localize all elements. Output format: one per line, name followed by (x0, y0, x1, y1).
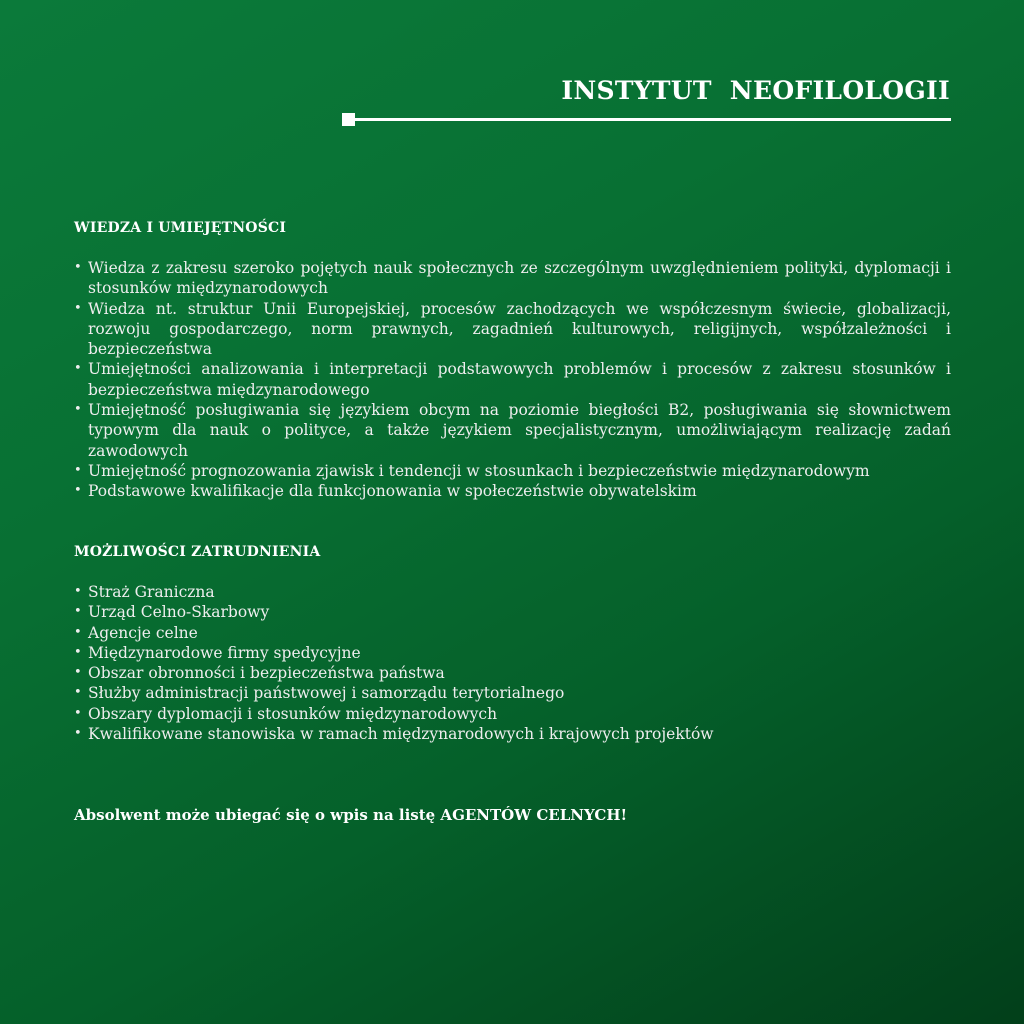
list-item-text: Wiedza z zakresu szeroko pojętych nauk społecznych ze szczególnym uwzględnieniem polityki, dyplomacji i stosunków międzynarodowych (88, 259, 951, 298)
bullet-icon: • (74, 624, 82, 640)
institute-title: INSTYTUT NEOFILOLOGII (561, 76, 950, 105)
agent-note: Absolwent może ubiegać się o wpis na listę AGENTÓW CELNYCH! (74, 806, 628, 824)
skills-heading: WIEDZA I UMIEJĘTNOŚCI (74, 220, 287, 236)
bullet-icon: • (74, 361, 82, 377)
bullet-icon: • (74, 644, 82, 660)
bullet-icon: • (74, 300, 82, 316)
bullet-icon: • (74, 705, 82, 721)
list-item-text: Umiejętność prognozowania zjawisk i tendencji w stosunkach i bezpieczeństwie międzynarodowym (88, 461, 870, 480)
list-item-text: Kwalifikowane stanowiska w ramach międzynarodowych i krajowych projektów (88, 725, 714, 744)
bullet-icon: • (74, 665, 82, 681)
bullet-icon: • (74, 462, 82, 478)
list-item-text: Podstawowe kwalifikacje dla funkcjonowania w społeczeństwie obywatelskim (88, 482, 697, 501)
careers-heading: MOŻLIWOŚCI ZATRUDNIENIA (74, 544, 321, 560)
list-item-text: Obszar obronności i bezpieczeństwa państwa (88, 664, 445, 683)
list-item-text: Służby administracji państwowej i samorządu terytorialnego (88, 684, 565, 703)
bullet-icon: • (74, 260, 82, 275)
list-item (74, 643, 951, 663)
list-item-text: Obszary dyplomacji i stosunków międzynarodowych (88, 704, 498, 723)
bullet-icon: • (74, 726, 82, 742)
list-item-text: Umiejętność posługiwania się językiem obcym na poziomie biegłości B2, posługiwania się słownictwem typowym dla nauk o polityce, a także językiem specjalistycznym, umożliwiającym realizację zadań zawodowych (88, 401, 951, 460)
list-item (74, 663, 951, 683)
list-item (74, 582, 951, 602)
header-rule-line (354, 118, 951, 121)
list-item-text: Straż Graniczna (88, 583, 215, 601)
list-item-text: Umiejętności analizowania i interpretacji podstawowych problemów i procesów z zakresu stosunków i bezpieczeństwa międzynarodowego (88, 360, 951, 399)
list-item (74, 461, 951, 481)
list-item-text: Międzynarodowe firmy spedycyjne (88, 643, 361, 662)
list-item (74, 623, 951, 643)
list-item (74, 481, 951, 501)
bullet-icon: • (74, 584, 82, 599)
list-item (74, 704, 951, 724)
skills-list (74, 258, 951, 502)
skills-section (74, 220, 951, 502)
bullet-icon: • (74, 685, 82, 701)
list-item (74, 359, 951, 400)
list-item (74, 400, 951, 461)
list-item (74, 683, 951, 703)
list-item-text: Agencje celne (88, 623, 198, 642)
careers-list (74, 582, 951, 744)
bullet-icon: • (74, 402, 82, 418)
list-item-text: Wiedza nt. struktur Unii Europejskiej, procesów zachodzących we współczesnym świecie, globalizacji, rozwoju gospodarczego, norm prawnych, zagadnień kulturowych, religijnych, współzależności i bezpieczeństwa (88, 299, 951, 359)
bullet-icon: • (74, 604, 82, 620)
list-item (74, 602, 951, 622)
careers-section (74, 544, 951, 744)
list-item-text: Urząd Celno-Skarbowy (88, 603, 270, 622)
bullet-icon: • (74, 483, 82, 499)
list-item (74, 724, 951, 744)
list-item (74, 258, 951, 299)
list-item (74, 299, 951, 360)
